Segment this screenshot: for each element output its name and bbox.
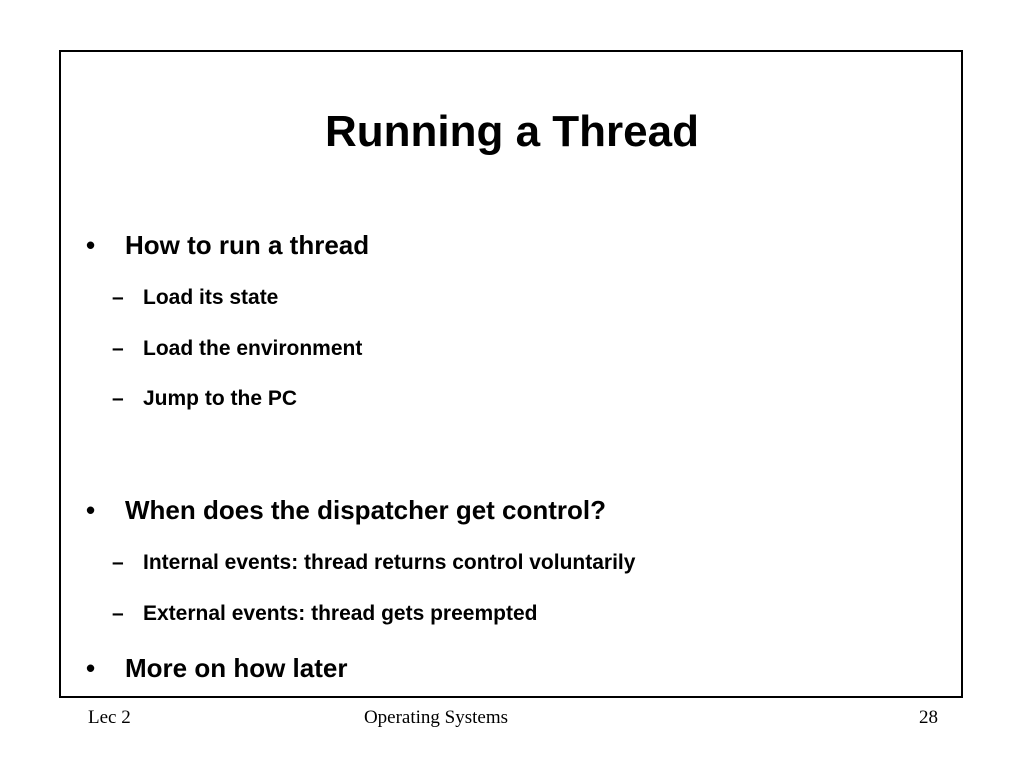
dash-mark: – (112, 387, 124, 410)
sub-item (112, 285, 278, 311)
sub-item-text: Load the environment (143, 337, 363, 360)
footer-page-number: 28 (919, 707, 938, 728)
bullet-text: More on how later (125, 653, 348, 683)
bullet-item (86, 652, 347, 684)
bullet-text: When does the dispatcher get control? (125, 495, 607, 525)
sub-item-text: Internal events: thread returns control voluntarily (143, 551, 636, 574)
sub-item (112, 336, 362, 362)
dash-mark: – (112, 551, 124, 574)
footer-course: Operating Systems (363, 707, 509, 728)
bullet-item (86, 229, 369, 261)
sub-item-text: Jump to the PC (143, 387, 298, 410)
dash-mark: – (112, 602, 124, 625)
sub-item (112, 550, 635, 576)
bullet-mark: • (86, 653, 96, 683)
bullet-mark: • (86, 230, 96, 260)
sub-item-text: Load its state (143, 286, 279, 309)
sub-item (112, 601, 537, 627)
footer-lecture: Lec 2 (88, 707, 131, 728)
bullet-text: How to run a thread (125, 230, 370, 260)
bullet-item (86, 494, 606, 526)
bullet-mark: • (86, 495, 96, 525)
sub-item-text: External events: thread gets preempted (143, 602, 538, 625)
dash-mark: – (112, 286, 124, 309)
dash-mark: – (112, 337, 124, 360)
sub-item (112, 386, 297, 412)
slide-title: Running a Thread (325, 107, 699, 156)
